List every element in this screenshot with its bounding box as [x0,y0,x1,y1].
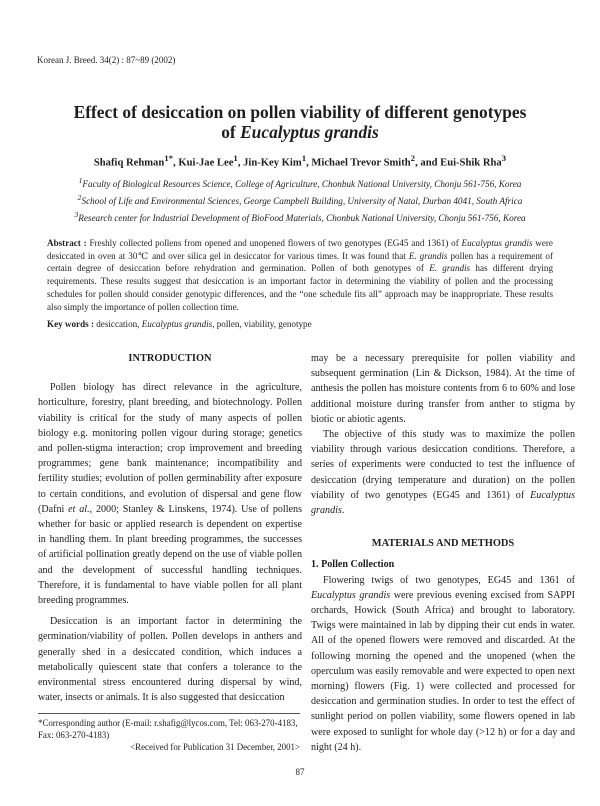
title-species: Eucalyptus grandis [240,122,379,142]
author-affiliation-mark: 1 [233,153,238,163]
abstract-text: pollen has a requirement of certain degree of desiccation before rehydration and germination. Pollen of both genotypes of [47,250,553,274]
paragraph-text: Pollen biology has direct relevance in the agriculture, horticulture, forestry, plant breeding, and biotechnology. Pollen viability is critical for the study of many aspects of pollen biology e.g. monitoring pollen vigour during storage; genetics and pollen-stigma interaction; crop improvement and breeding programmes; gene bank maintenance; incompatibility and fertility studies; evolution of pollen germinability after exposure to certain conditions, and evolution of dispersal and gene flow (Dafni [38,382,302,515]
intro-paragraph-3 [311,427,575,518]
affiliation-text: Research center for Industrial Development of BioFood Materials, Chonbuk National University, Chonju 561-756, Korea [78,213,526,224]
abstract-text: has different drying requirements. These results suggest that desiccation is an important factor in determining the viability of pollen and the processing schedules for pollen should consider genotypic differences, and the “one schedule fits all” approach may be inappropriate. These results also simply the importance of pollen collection time. [47,263,553,312]
title-line-2 [40,122,560,142]
left-column [38,351,302,705]
affiliation-mark: 2 [77,193,82,203]
keywords-species: Eucalyptus grandis [141,319,213,329]
intro-paragraph-1 [38,380,302,608]
title-prefix: of [221,122,241,142]
footnote [38,713,300,753]
affiliation-line [38,174,562,191]
author-name: Eui-Shik Rha [440,157,502,169]
author-affiliation-mark: 2 [410,153,416,163]
paragraph-text: The objective of this study was to maximize the pollen viability through various desiccation conditions. Therefore, a series of experiments were conducted to test the influence of desiccation (drying temperature and duration) on the pollen viability of two genotypes (EG45 and 1361) of [311,429,575,501]
abstract-species: E. grandis [408,250,448,261]
intro-paragraph-2: Desiccation is an important factor in determining the germination/viability of pollen. Pollen develops in anthers and generally shed in a desiccated condition, which induces a metabolically quiescent state that confers a tolerance to the environmental stress encountered during dispersal by wind, water, insects or animals. It is also suggested that desiccation [38,616,302,704]
keywords-text: , pollen, viability, genotype [212,319,312,329]
abstract-text: were desiccated in oven at 30℃ and over silica gel in desiccator for various times. It was found that [47,238,553,261]
abstract-species: E. grandis [429,263,471,274]
page-number: 87 [295,767,305,777]
author-list: Shafiq Rehman$^{1*}$, Kui-Jae Lee$^1$, Jin-Key Kim$^1$, Michael Trevor Smith$^2$, and Eui-Shik Rha$^3$ [93,153,507,169]
paragraph-text: were previous evening excised from SAPPI orchards, Howick (South Africa) and brought to laboratory. Twigs were maintained in lab by dipping their cut ends in water. All of the opened flowers were removed and discarded. At the following morning the opened and the unopened (when the operculum was easily removable and were expected to open next morning) flowers (Fig. 1) were collected and processed for desiccation and germination studies. In order to test the effect of sunlight period on pollen viability, some flowers opened in lab were exposed to sunlight for whole day (>12 h) or for a day and night (24 h). [311,589,575,753]
section-heading-methods: MATERIALS AND METHODS [371,538,515,550]
affiliation-line [38,208,562,225]
subsection-heading-pollen-collection: 1. Pollen Collection [311,559,395,571]
affiliation-line [38,191,562,208]
author-name: Michael Trevor Smith [311,157,411,169]
paragraph-text: Flowering twigs of two genotypes, EG45 and 1361 of [323,574,575,586]
abstract-label: Abstract : [47,238,87,248]
abstract [47,237,553,313]
abstract-species: Eucalyptus grandis [461,238,533,248]
species-name: Eucalyptus grandis [311,589,391,601]
author-name: Shafiq Rehman [93,157,165,169]
paper-title [40,102,560,142]
affiliation-mark: 3 [74,210,79,220]
section-heading-introduction: INTRODUCTION [128,353,212,364]
methods-paragraph-1 [311,573,575,755]
paragraph-text: , 2000; Stanley & Linskens, 1974). Use of pollens whether for basic or applied research is dependent on expertise in handling them. In plant breeding programmes, the successes of artificial pollination greatly depend on the use of viable pollen and the development of successful handling techniques. Therefore, it is fundamental to have viable pollen for all plant breeding programmes. [38,503,302,607]
citation-et-al: et al. [68,503,90,515]
species-name: Eucalyptus grandis [311,489,575,517]
affiliation-text: School of Life and Environmental Sciences, George Campbell Building, University of Natal, Durban 4041, South Africa [81,196,523,207]
running-head: Korean J. Breed. 34(2) : 87~89 (2002) [37,55,176,65]
affiliation-text: Faculty of Biological Resources Science, College of Agriculture, Chonbuk National University, Chonju 561-756, Korea [82,179,522,190]
keywords-text: desiccation, [93,319,142,329]
author-name: Jin-Key Kim [243,157,302,169]
keywords-label: Key words : [47,319,94,329]
received-date: <Received for Publication 31 December, 2001> [130,742,300,752]
author-affiliation-mark: 3 [501,153,507,163]
intro-paragraph-2-continued: may be a necessary prerequisite for pollen viability and subsequent germination (Lin & Dickson, 1984). At the time of anthesis the pollen has moisture contents from 6 to 60% and lose additional moisture during transfer from anther to stigma by biotic or abiotic agents. [311,353,575,425]
title-line-1: Effect of desiccation on pollen viability of different genotypes [73,102,527,122]
corresponding-author: *Corresponding author (E-mail: r.shafig@lycos.com, Tel: 063-270-4183, Fax: 063-270-4183) [38,718,298,740]
author-affiliation-mark: 1 [301,153,307,163]
affiliations [38,174,562,225]
abstract-text: Freshly collected pollens from opened and unopened flowers of two genotypes (EG45 and 1361) of [86,238,462,248]
affiliation-mark: 1 [78,176,83,185]
author-affiliation-mark: 1* [164,153,174,163]
paragraph-text: . [341,505,345,517]
author-name: Kui-Jae Lee [178,157,234,169]
right-column [311,351,575,755]
keywords [47,319,553,329]
